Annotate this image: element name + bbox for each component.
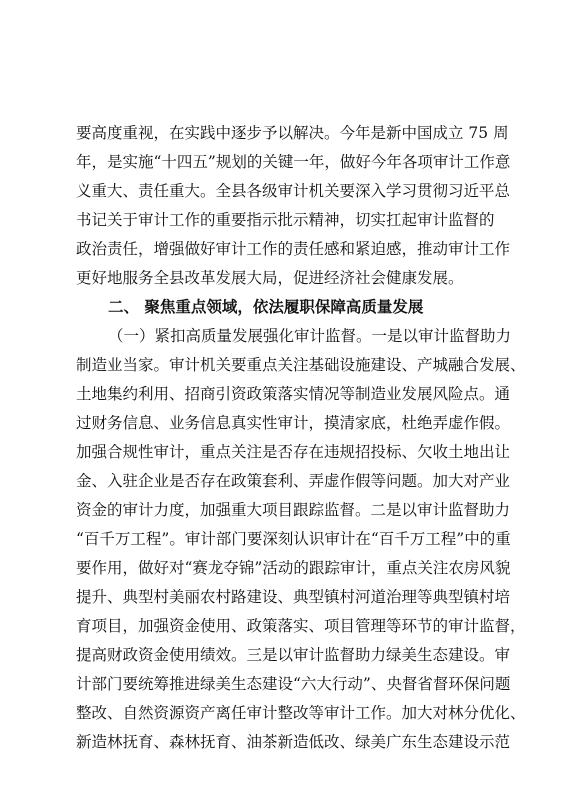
- paragraph-line: 资金的审计力度，加强重大项目跟踪监督。二是以审计监督助力: [76, 501, 511, 519]
- paragraph-line: 整改、自然资源资产离任审计整改等审计工作。加大对林分优化、: [76, 704, 526, 722]
- paragraph-line: “百千万工程”。审计部门要深刻认识审计在“百千万工程”中的重: [76, 530, 511, 548]
- paragraph-line: 新造林抚育、森林抚育、油茶新造低改、绿美广东生态建设示范: [76, 733, 511, 751]
- paragraph-line: 义重大、责任重大。全县各级审计机关要深入学习贯彻习近平总: [76, 182, 511, 200]
- paragraph-line: 提高财政资金使用绩效。三是以审计监督助力绿美生态建设。审: [76, 646, 511, 664]
- paragraph-line: 土地集约利用、招商引资政策落实情况等制造业发展风险点。通: [76, 385, 511, 403]
- paragraph-line: 金、入驻企业是否存在政策套利、弄虚作假等问题。加大对产业: [76, 472, 511, 490]
- paragraph-line: 加强合规性审计，重点关注是否存在违规招投标、欠收土地出让: [76, 443, 511, 461]
- paragraph-line: 计部门要统筹推进绿美生态建设“六大行动”、央督省督环保问题: [76, 675, 511, 693]
- paragraph-line: 年，是实施“十四五”规划的关键一年，做好今年各项审计工作意: [76, 153, 511, 171]
- paragraph-line: 书记关于审计工作的重要指示批示精神，切实扛起审计监督的: [76, 211, 495, 229]
- paragraph-line: 要作用，做好对“赛龙夺锦”活动的跟踪审计，重点关注农房风貌: [76, 559, 511, 577]
- paragraph-line: 政治责任，增强做好审计工作的责任感和紧迫感，推动审计工作: [76, 240, 511, 258]
- paragraph-line: 过财务信息、业务信息真实性审计，摸清家底，杜绝弄虚作假。: [76, 414, 511, 432]
- paragraph-line: 育项目，加强资金使用、政策落实、项目管理等环节的审计监督，: [76, 617, 526, 635]
- paragraph-line: 制造业当家。审计机关要重点关注基础设施建设、产城融合发展、: [76, 356, 526, 374]
- paragraph-line: 更好地服务全县改革发展大局，促进经济社会健康发展。: [76, 269, 464, 287]
- paragraph-line: 要高度重视，在实践中逐步予以解决。今年是新中国成立 75 周: [76, 124, 509, 142]
- section-heading: 二、 聚焦重点领域，依法履职保障高质量发展: [108, 298, 424, 316]
- subsection-heading-line: （一）紧扣高质量发展强化审计监督。一是以审计监督助力: [108, 327, 512, 345]
- paragraph-line: 提升、典型村美丽农村路建设、典型镇村河道治理等典型镇村培: [76, 588, 511, 606]
